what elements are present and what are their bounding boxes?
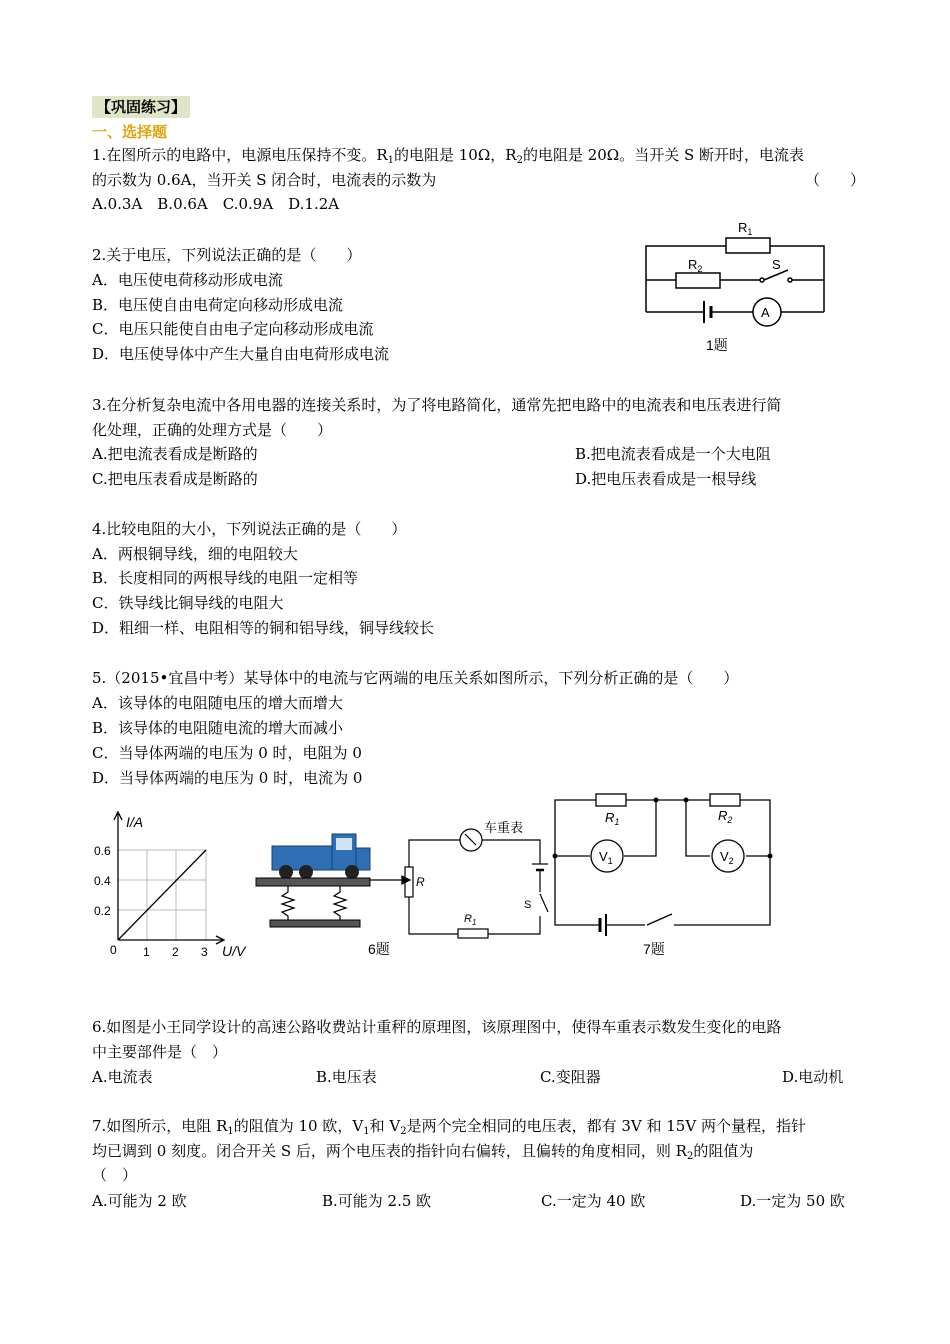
q2-stem: 2.关于电压，下列说法正确的是（ ） (92, 246, 362, 264)
fig7-r2-label: $R_2$ (718, 808, 733, 825)
iu-line (118, 850, 206, 940)
q5-option-c: C．当导体两端的电压为 0 时，电阻为 0 (92, 744, 362, 762)
q1-options: A.0.3A B.0.6A C.0.9A D.1.2A (92, 195, 340, 213)
resistor-r2 (710, 794, 740, 806)
fig6-caption: 6题 (368, 941, 390, 957)
q7-option-d: D.一定为 50 欧 (740, 1192, 845, 1210)
q3-line1: 3.在分析复杂电流中各用电器的连接关系时，为了将电路简化，通常先把电路中的电流表和电压表进行简 (92, 396, 782, 414)
q1-line2: 的示数为 0.6A，当开关 S 闭合时，电流表的示数为 (92, 171, 437, 189)
q7-line2: 均已调到 0 刻度。闭合开关 S 后，两个电压表的指针向右偏转，且偏转的角度相同，则 $R_2$的阻值为 (92, 1142, 754, 1162)
q5-stem: 5.（2015•宜昌中考）某导体中的电流与它两端的电压关系如图所示，下列分析正确的是（ ） (92, 669, 739, 687)
circuit-figure-6 (252, 812, 554, 972)
q5-option-a: A．该导体的电阻随电压的增大而增大 (92, 694, 343, 712)
q7-option-c: C.一定为 40 欧 (541, 1192, 646, 1210)
q3-option-c: C.把电压表看成是断路的 (92, 470, 258, 488)
spring-right (334, 886, 346, 920)
q4-stem: 4.比较电阻的大小，下列说法正确的是（ ） (92, 520, 407, 538)
graph-ytick-0: 0.2 (94, 904, 111, 918)
q7-line1: 7.如图所示，电阻 $R_1$的阻值为 10 欧，$V_1$和 $V_2$是两个完全相同的电压表，都有 3V 和 15V 两个量程，指针 (92, 1117, 806, 1137)
fig7-caption: 7题 (643, 941, 665, 957)
resistor-r1 (458, 929, 488, 938)
graph-xtick-3: 3 (201, 945, 208, 959)
q2-option-c: C．电压只能使自由电子定向移动形成电流 (92, 320, 374, 338)
q2-option-d: D．电压使导体中产生大量自由电荷形成电流 (92, 345, 390, 363)
q5-option-b: B．该导体的电阻随电流的增大而减小 (92, 719, 344, 737)
fig6-meter-label: 车重表 (484, 820, 524, 835)
graph-xtick-0: 0 (110, 943, 117, 957)
q4-option-c: C．铁导线比铜导线的电阻大 (92, 594, 284, 612)
fig6-r1-label: $R_1$ (464, 913, 477, 927)
spring-left (282, 886, 294, 920)
q2-option-a: A．电压使电荷移动形成电流 (92, 271, 283, 289)
circuit-figure-1 (640, 212, 840, 362)
q6-option-a: A.电流表 (92, 1068, 153, 1086)
iu-graph (88, 808, 258, 968)
resistor-r1 (596, 794, 626, 806)
q1-answer-paren: （ ） (805, 171, 866, 189)
fig1-ammeter-label: A (761, 305, 770, 320)
graph-xlabel: U/V (222, 943, 246, 959)
circuit-figure-7 (550, 790, 780, 965)
q5-option-d: D．当导体两端的电压为 0 时，电流为 0 (92, 769, 363, 787)
scale-platform (256, 878, 370, 886)
q6-option-c: C.变阻器 (540, 1068, 601, 1086)
section-tag: 【巩固练习】 (92, 96, 190, 118)
q3-option-d: D.把电压表看成是一根导线 (575, 470, 757, 488)
q7-line3: （ ） (92, 1166, 138, 1184)
q4-option-d: D．粗细一样、电阻相等的铜和铝导线，铜导线较长 (92, 619, 435, 637)
q1-line1: 1.在图所示的电路中，电源电压保持不变。$R_1$的电阻是 10Ω，$R_2$的电阻是 20Ω。当开关 S 断开时，电流表 (92, 146, 805, 166)
q6-line2: 中主要部件是（ ） (92, 1043, 228, 1061)
q3-option-b: B.把电流表看成是一个大电阻 (575, 445, 771, 463)
q4-option-b: B．长度相同的两根导线的电阻一定相等 (92, 569, 359, 587)
q6-option-b: B.电压表 (316, 1068, 377, 1086)
truck-image (272, 834, 370, 879)
section-title: 一、选择题 (92, 123, 168, 141)
fig1-switch-label: S (772, 257, 781, 272)
graph-ylabel: I/A (126, 814, 144, 830)
scale-base (270, 920, 360, 927)
graph-xtick-1: 1 (143, 945, 150, 959)
fig1-r2-label: $R_2$ (688, 257, 703, 274)
q2-option-b: B．电压使自由电荷定向移动形成电流 (92, 296, 344, 314)
switch (647, 914, 672, 925)
q7-option-b: B.可能为 2.5 欧 (322, 1192, 432, 1210)
q3-option-a: A.把电流表看成是断路的 (92, 445, 258, 463)
q3-line2: 化处理，正确的处理方式是（ ） (92, 421, 333, 439)
fig1-r1-label: $R_1$ (738, 220, 753, 237)
fig6-r-label: R (416, 875, 425, 889)
q7-option-a: A.可能为 2 欧 (92, 1192, 187, 1210)
fig7-v2-label: $V_2$ (720, 849, 734, 866)
fig1-caption: 1题 (706, 337, 728, 353)
fig6-switch-label: S (524, 899, 532, 911)
q6-line1: 6.如图是小王同学设计的高速公路收费站计重秤的原理图，该原理图中，使得车重表示数发生变化的电路 (92, 1018, 782, 1036)
q4-option-a: A．两根铜导线，细的电阻较大 (92, 545, 298, 563)
graph-xtick-2: 2 (172, 945, 179, 959)
fig7-v1-label: $V_1$ (599, 849, 613, 866)
graph-ytick-1: 0.4 (94, 874, 111, 888)
fig7-r1-label: $R_1$ (605, 810, 620, 827)
graph-ytick-2: 0.6 (94, 844, 111, 858)
q6-option-d: D.电动机 (782, 1068, 844, 1086)
